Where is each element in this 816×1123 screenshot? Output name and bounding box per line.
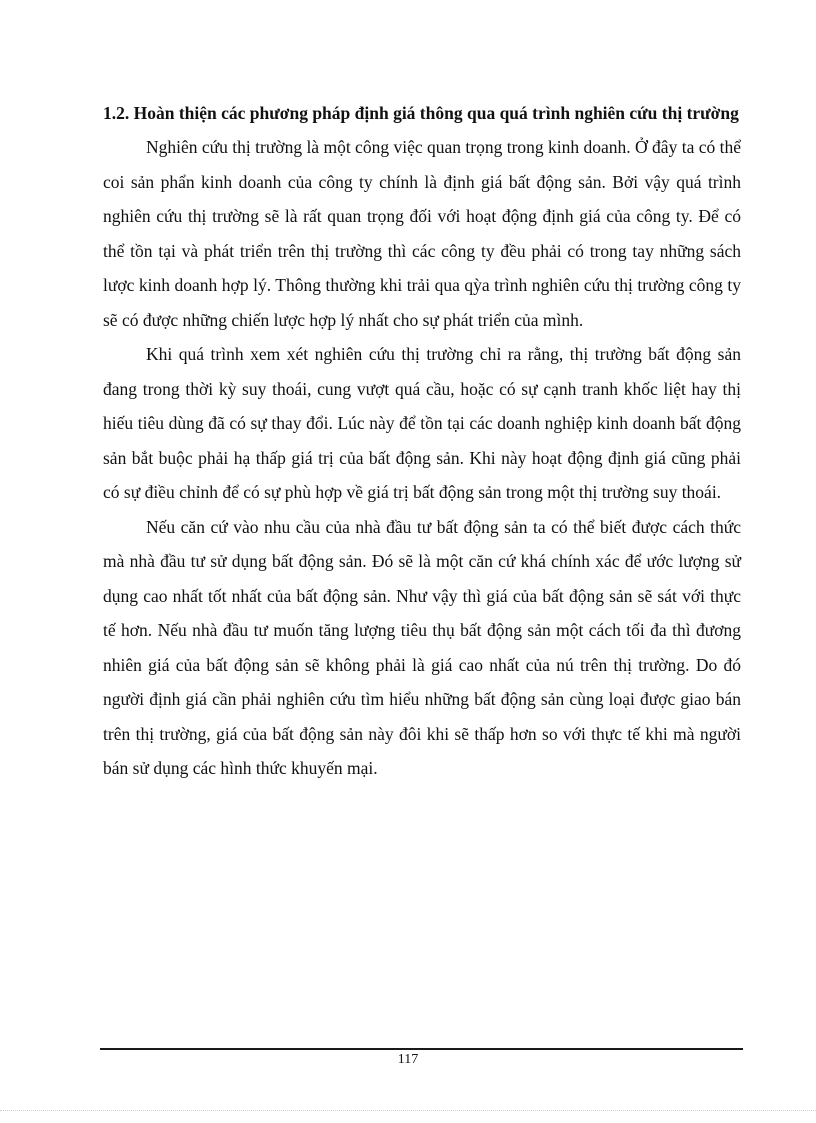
footer-divider [100,1048,743,1050]
paragraph-2: Khi quá trình xem xét nghiên cứu thị trường chỉ ra rằng, thị trường bất động sản đang trong thời kỳ suy thoái, cung vượt quá cầu, hoặc có sự cạnh tranh khốc liệt hay thị hiếu tiêu dùng đã có sự thay đổi. Lúc này để tồn tại các doanh nghiệp kinh doanh bất động sản bắt buộc phải hạ thấp giá trị của bất động sản. Khi này hoạt động định giá cũng phải có sự điều chỉnh để có sự phù hợp về giá trị bất động sản trong một thị trường suy thoái. [103,344,741,502]
page-body [103,96,741,786]
page-number: 117 [397,1052,419,1067]
section-heading: 1.2. Hoàn thiện các phương pháp định giá thông qua quá trình nghiên cứu thị trường [103,103,739,123]
paragraph-1: Nghiên cứu thị trường là một công việc quan trọng trong kinh doanh. Ở đây ta có thể coi sản phẩn kinh doanh của công ty chính là định giá bất động sản. Bởi vậy quá trình nghiên cứu thị trường sẽ là rất quan trọng đối với hoạt động định giá của công ty. Để có thể tồn tại và phát triển trên thị trường thì các công ty đều phải có trong tay những sách lược kinh doanh hợp lý. Thông thường khi trải qua qỳa trình nghiên cứu thị trường công ty sẽ có được những chiến lược hợp lý nhất cho sự phát triển của mình. [103,137,741,330]
page-edge-divider [0,1110,816,1111]
paragraph-3: Nếu căn cứ vào nhu cầu của nhà đầu tư bất động sản ta có thể biết được cách thức mà nhà đầu tư sử dụng bất động sản. Đó sẽ là một căn cứ khá chính xác để ước lượng sử dụng cao nhất tốt nhất của bất động sản. Như vậy thì giá của bất động sản sẽ sát với thực tế hơn. Nếu nhà đầu tư muốn tăng lượng tiêu thụ bất động sản một cách tối đa thì đương nhiên giá của bất động sản sẽ không phải là giá cao nhất của nú trên thị trường. Do đó người định giá cần phải nghiên cứu tìm hiểu những bất động sản cùng loại được giao bán trên thị trường, giá của bất động sản này đôi khi sẽ thấp hơn so với thực tế khi mà người bán sử dụng các hình thức khuyến mại. [103,516,741,778]
